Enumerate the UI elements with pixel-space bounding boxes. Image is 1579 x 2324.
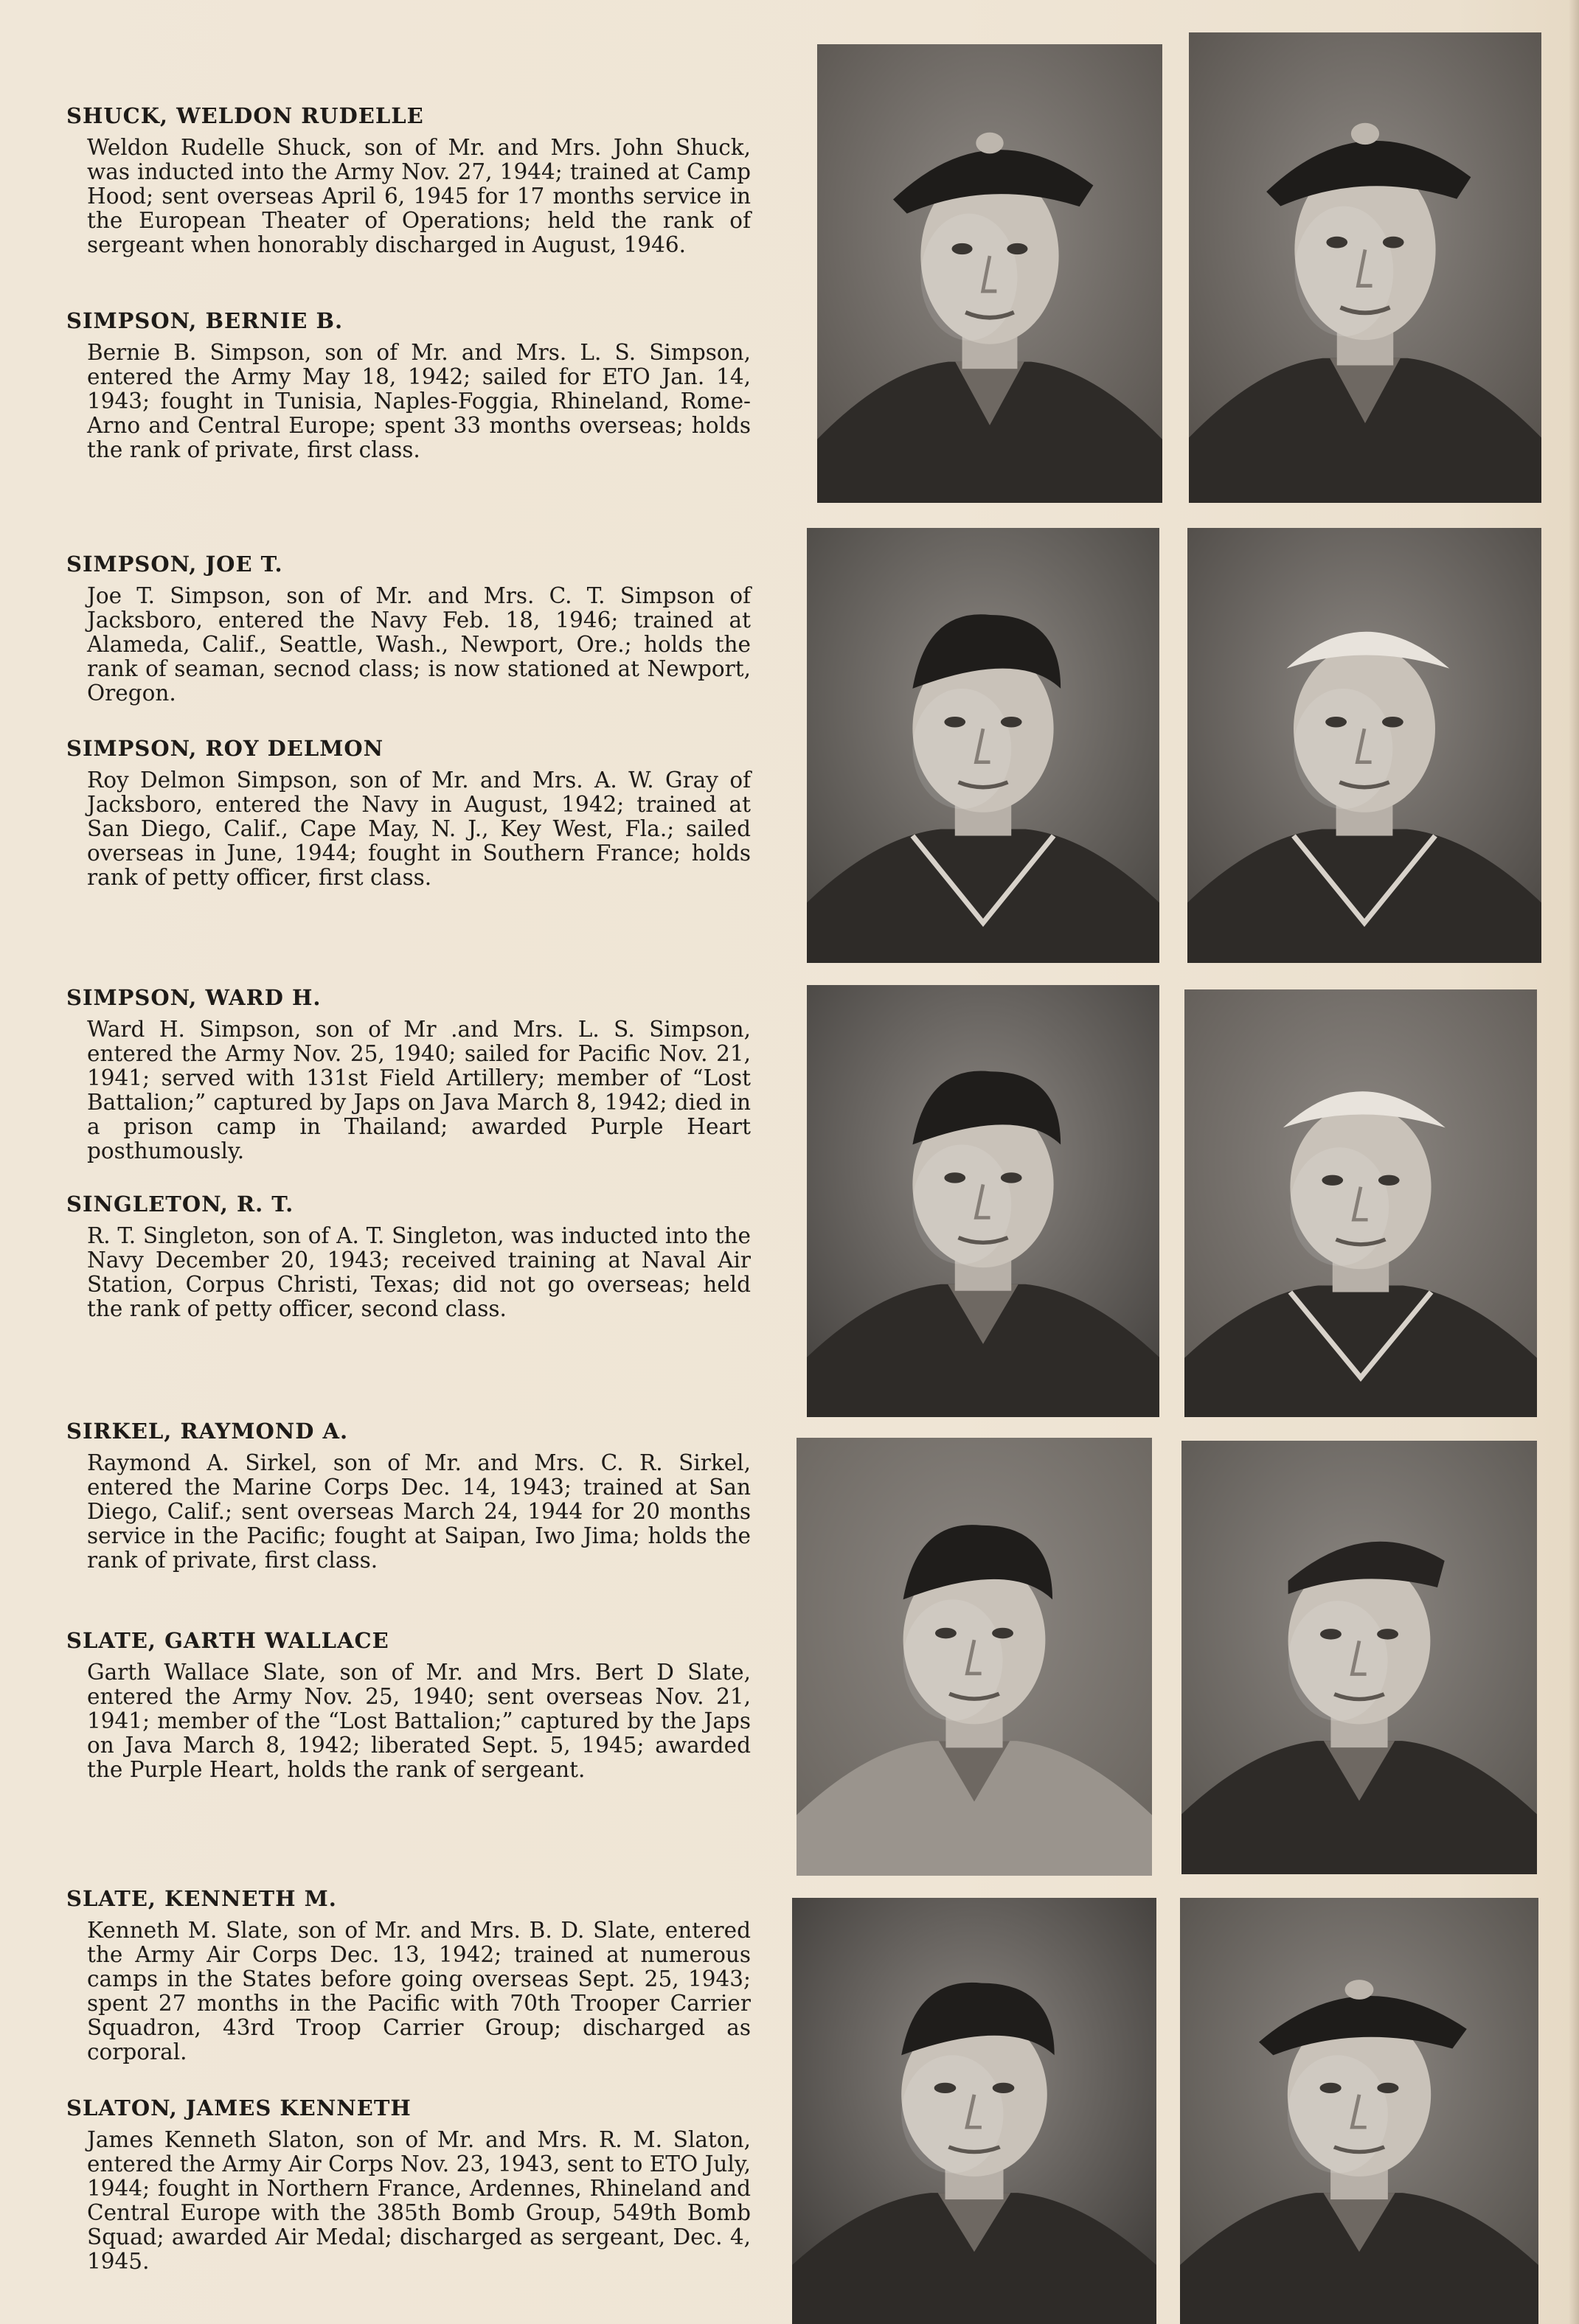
entry-sirkel	[65, 1419, 758, 1573]
entry-simpson-joe	[65, 552, 758, 706]
portrait-photo	[1181, 1441, 1537, 1874]
portrait-photo	[1187, 528, 1541, 963]
entry-name: SIMPSON, WARD H.	[66, 985, 322, 1010]
entry-slate-garth	[65, 1628, 758, 1782]
entry-bio: Raymond A. Sirkel, son of Mr. and Mrs. C. R. Sirkel, entered the Marine Corps Dec. 14, 1943; trained at San Diego, Calif.; sent overseas March 24, 1944 for 20 months service in the Pacific; fought at Saipan, Iwo Jima; holds the rank of private, first class.	[87, 1450, 751, 1573]
entry-bio: Bernie B. Simpson, son of Mr. and Mrs. L. S. Simpson, entered the Army May 18, 1942; sailed for ETO Jan. 14, 1943; fought in Tunisia, Naples-Foggia, Rhineland, Rome-Arno and Central Europe; spent 33 months overseas; holds the rank of private, first class.	[87, 340, 751, 462]
portrait-photo	[807, 528, 1159, 963]
entry-bio: Weldon Rudelle Shuck, son of Mr. and Mrs. John Shuck, was inducted into the Army Nov. 27, 1944; trained at Camp Hood; sent overseas April 6, 1945 for 17 months service in the European Theater of Operations; held the rank of sergeant when honorably discharged in August, 1946.	[87, 135, 751, 257]
entry-name: SHUCK, WELDON RUDELLE	[66, 103, 424, 128]
portrait-photo	[797, 1438, 1152, 1876]
entry-simpson-bernie	[65, 308, 758, 462]
paper-edge-shadow	[1569, 0, 1579, 2324]
entry-bio: James Kenneth Slaton, son of Mr. and Mrs. R. M. Slaton, entered the Army Air Corps Nov. 23, 1943, sent to ETO July, 1944; fought in Northern France, Ardennes, Rhineland and Central Europe with the 385th Bomb Group, 549th Bomb Squad; awarded Air Medal; discharged as sergeant, Dec. 4, 1945.	[87, 2127, 751, 2274]
portrait-photo	[1184, 989, 1537, 1417]
entry-name: SIMPSON, BERNIE B.	[66, 308, 344, 333]
entry-bio: Roy Delmon Simpson, son of Mr. and Mrs. A. W. Gray of Jacksboro, entered the Navy in August, 1942; trained at San Diego, Calif., Cape May, N. J., Key West, Fla.; sailed overseas in June, 1944; fought in Southern France; holds rank of petty officer, first class.	[87, 768, 751, 890]
portrait-image	[807, 985, 1159, 1417]
portrait-photo	[1180, 1898, 1538, 2324]
portrait-photo	[807, 985, 1159, 1417]
entry-slaton	[65, 2095, 758, 2274]
portrait-image	[1184, 989, 1537, 1417]
entry-bio: Ward H. Simpson, son of Mr .and Mrs. L. S. Simpson, entered the Army Nov. 25, 1940; sailed for Pacific Nov. 21, 1941; served with 131st Field Artillery; member of “Lost Battalion;” captured by Japs on Java March 8, 1942; died in a prison camp in Thailand; awarded Purple Heart posthumously.	[87, 1017, 751, 1163]
entry-name: SIMPSON, JOE T.	[66, 552, 283, 577]
portrait-photo	[817, 44, 1162, 503]
entry-name: SLATE, GARTH WALLACE	[66, 1628, 389, 1653]
portrait-image	[1189, 32, 1541, 503]
entry-shuck	[65, 103, 758, 257]
portrait-image	[807, 528, 1159, 963]
portrait-photo	[1189, 32, 1541, 503]
entry-simpson-roy	[65, 736, 758, 890]
portrait-image	[1180, 1898, 1538, 2324]
entry-name: SINGLETON, R. T.	[66, 1191, 294, 1217]
portrait-image	[797, 1438, 1152, 1876]
entry-singleton	[65, 1191, 758, 1321]
entry-name: SIMPSON, ROY DELMON	[66, 736, 384, 761]
portrait-photo	[792, 1898, 1156, 2324]
portrait-image	[1187, 528, 1541, 963]
entry-bio: Kenneth M. Slate, son of Mr. and Mrs. B. D. Slate, entered the Army Air Corps Dec. 13, 1942; trained at numerous camps in the States before going overseas Sept. 25, 1943; spent 27 months in the Pacific with 70th Trooper Carrier Squadron, 43rd Troop Carrier Group; discharged as corporal.	[87, 1918, 751, 2064]
portrait-image	[817, 44, 1162, 503]
portrait-image	[792, 1898, 1156, 2324]
portrait-image	[1181, 1441, 1537, 1874]
entry-bio: Joe T. Simpson, son of Mr. and Mrs. C. T. Simpson of Jacksboro, entered the Navy Feb. 18, 1946; trained at Alameda, Calif., Seattle, Wash., Newport, Ore.; holds the rank of seaman, secnod class; is now stationed at Newport, Oregon.	[87, 583, 751, 706]
entry-simpson-ward	[65, 985, 758, 1163]
entry-slate-kenneth	[65, 1886, 758, 2064]
entry-name: SLATE, KENNETH M.	[66, 1886, 337, 1911]
entry-bio: Garth Wallace Slate, son of Mr. and Mrs. Bert D Slate, entered the Army Nov. 25, 1940; sent overseas Nov. 21, 1941; member of the “Lost Battalion;” captured by the Japs on Java March 8, 1942; liberated Sept. 5, 1945; awarded the Purple Heart, holds the rank of sergeant.	[87, 1660, 751, 1782]
entry-name: SIRKEL, RAYMOND A.	[66, 1419, 349, 1444]
entry-bio: R. T. Singleton, son of A. T. Singleton, was inducted into the Navy December 20, 1943; received training at Naval Air Station, Corpus Christi, Texas; did not go overseas; held the rank of petty officer, second class.	[87, 1223, 751, 1321]
entry-name: SLATON, JAMES KENNETH	[66, 2095, 412, 2121]
